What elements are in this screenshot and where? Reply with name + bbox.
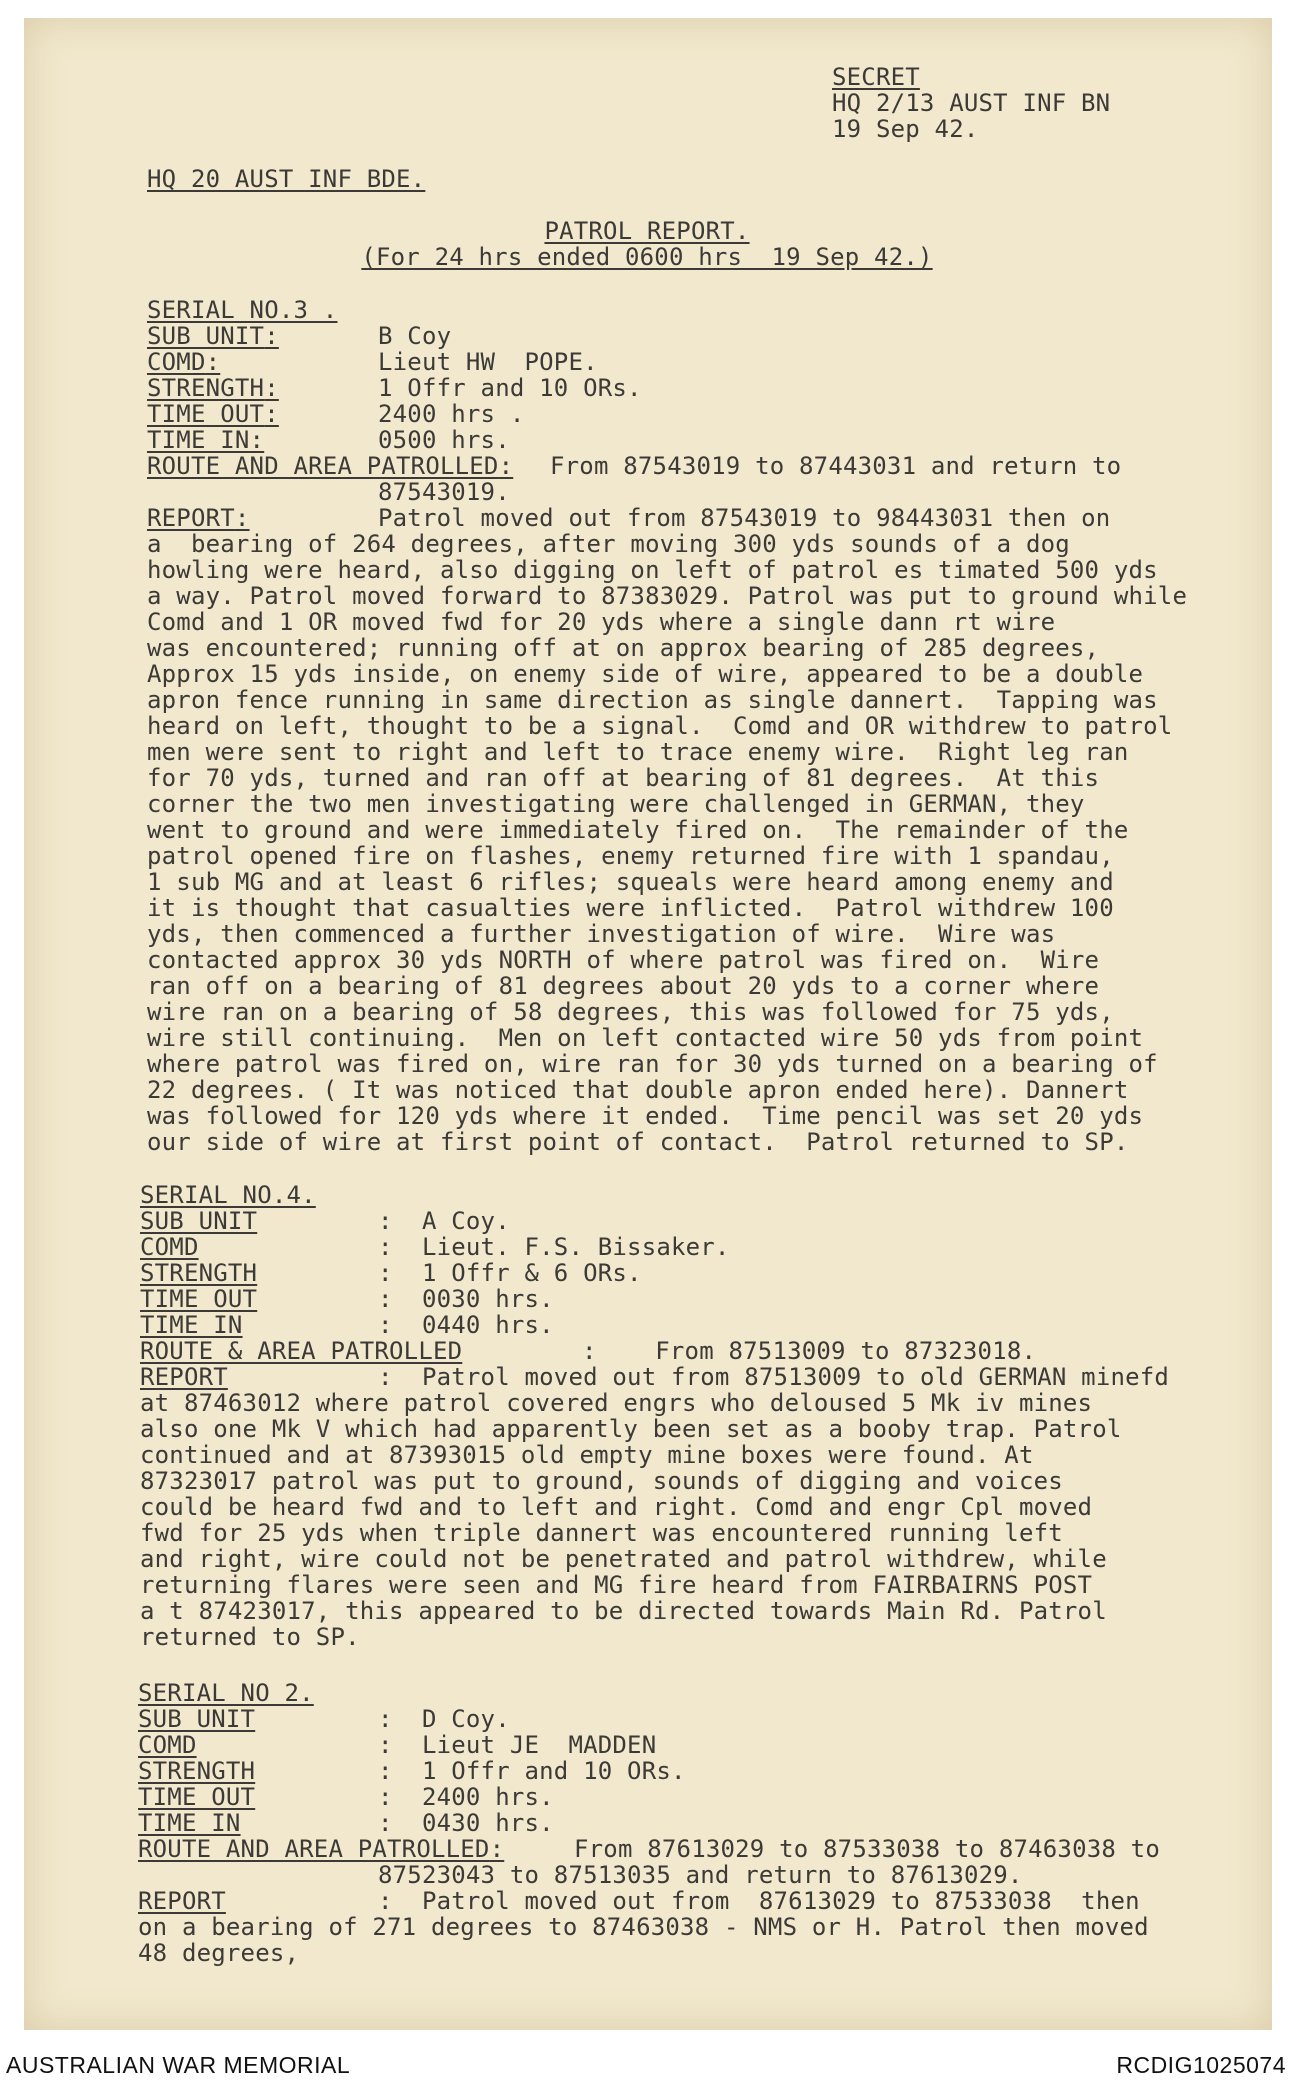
report-line: 48 degrees, — [138, 1939, 300, 1967]
report-line: Approx 15 yds inside, on enemy side of wire, appeared to be a double — [147, 660, 1144, 688]
value-sub-unit: : A Coy. — [378, 1207, 510, 1235]
label-comd: COMD — [140, 1233, 199, 1261]
label-time-in: TIME IN — [138, 1809, 241, 1837]
serial-number: SERIAL NO.4. — [140, 1181, 316, 1209]
report-line: it is thought that casualties were inflicted. Patrol withdrew 100 — [147, 894, 1114, 922]
report-line: 22 degrees. ( It was noticed that double apron ended here). Dannert — [147, 1076, 1129, 1104]
report-line: our side of wire at first point of contact. Patrol returned to SP. — [147, 1128, 1129, 1156]
label-route: ROUTE AND AREA PATROLLED: — [147, 452, 514, 480]
label-sub-unit: SUB UNIT: — [147, 322, 279, 350]
report-line: contacted approx 30 yds NORTH of where patrol was fired on. Wire — [147, 946, 1100, 974]
label-time-in: TIME IN: — [147, 426, 265, 454]
value-route-continued: 87523043 to 87513035 and return to 87613029. — [378, 1861, 1023, 1889]
report-line: returning flares were seen and MG fire heard from FAIRBAIRNS POST — [140, 1571, 1093, 1599]
label-strength: STRENGTH: — [147, 374, 279, 402]
report-line: yds, then commenced a further investigation of wire. Wire was — [147, 920, 1056, 948]
label-route: ROUTE AND AREA PATROLLED: — [138, 1835, 505, 1863]
value-strength: : 1 Offr and 10 ORs. — [378, 1757, 686, 1785]
report-line: Patrol moved out from 87543019 to 98443031 then on — [378, 504, 1111, 532]
value-time-out: : 2400 hrs. — [378, 1783, 554, 1811]
value-route: : From 87513009 to 87323018. — [582, 1337, 1037, 1365]
report-line: wire still continuing. Men on left contacted wire 50 yds from point — [147, 1024, 1144, 1052]
report-line: ran off on a bearing of 81 degrees about 20 yds to a corner where — [147, 972, 1100, 1000]
report-line: apron fence running in same direction as single dannert. Tapping was — [147, 686, 1158, 714]
label-time-out: TIME OUT — [140, 1285, 258, 1313]
report-line: men were sent to right and left to trace enemy wire. Right leg ran — [147, 738, 1129, 766]
label-sub-unit: SUB UNIT — [138, 1705, 256, 1733]
value-route: From 87543019 to 87443031 and return to — [550, 452, 1122, 480]
report-line: returned to SP. — [140, 1623, 360, 1651]
report-line: wire ran on a bearing of 58 degrees, this was followed for 75 yds, — [147, 998, 1114, 1026]
value-route-continued: 87543019. — [378, 478, 510, 506]
label-route: ROUTE & AREA PATROLLED — [140, 1337, 463, 1365]
report-line: was followed for 120 yds where it ended. Time pencil was set 20 yds — [147, 1102, 1144, 1130]
label-report: REPORT — [140, 1363, 228, 1391]
value-comd: : Lieut. F.S. Bissaker. — [378, 1233, 730, 1261]
report-line: 1 sub MG and at least 6 rifles; squeals were heard among enemy and — [147, 868, 1114, 896]
value-time-in: 0500 hrs. — [378, 426, 510, 454]
serial-number: SERIAL NO.3 . — [147, 296, 338, 324]
value-strength: 1 Offr and 10 ORs. — [378, 374, 642, 402]
label-time-in: TIME IN — [140, 1311, 243, 1339]
report-line: continued and at 87393015 old empty mine boxes were found. At — [140, 1441, 1034, 1469]
value-comd: Lieut HW POPE. — [378, 348, 598, 376]
report-line: could be heard fwd and to left and right. Comd and engr Cpl moved — [140, 1493, 1093, 1521]
label-report: REPORT: — [147, 504, 250, 532]
report-line: and right, wire could not be penetrated and patrol withdrew, while — [140, 1545, 1107, 1573]
archive-caption: AUSTRALIAN WAR MEMORIAL — [6, 2052, 351, 2078]
report-line: : Patrol moved out from 87613029 to 87533038 then — [378, 1887, 1140, 1915]
report-line: corner the two men investigating were challenged in GERMAN, they — [147, 790, 1085, 818]
report-line: Comd and 1 OR moved fwd for 20 yds where a single dann rt wire — [147, 608, 1056, 636]
label-time-out: TIME OUT — [138, 1783, 256, 1811]
report-line: fwd for 25 yds when triple dannert was encountered running left — [140, 1519, 1063, 1547]
value-comd: : Lieut JE MADDEN — [378, 1731, 657, 1759]
report-line: 87323017 patrol was put to ground, sounds of digging and voices — [140, 1467, 1063, 1495]
header-date: 19 Sep 42. — [832, 115, 979, 143]
label-time-out: TIME OUT: — [147, 400, 279, 428]
value-sub-unit: : D Coy. — [378, 1705, 510, 1733]
value-time-out: : 0030 hrs. — [378, 1285, 554, 1313]
report-line: heard on left, thought to be a signal. Comd and OR withdrew to patrol — [147, 712, 1173, 740]
label-comd: COMD — [138, 1731, 197, 1759]
report-title: PATROL REPORT. — [544, 217, 750, 245]
value-time-out: 2400 hrs . — [378, 400, 525, 428]
value-time-in: : 0440 hrs. — [378, 1311, 554, 1339]
report-subtitle: (For 24 hrs ended 0600 hrs 19 Sep 42.) — [361, 243, 933, 271]
report-line: at 87463012 where patrol covered engrs who deloused 5 Mk iv mines — [140, 1389, 1093, 1417]
report-line: where patrol was fired on, wire ran for 30 yds turned on a bearing of — [147, 1050, 1158, 1078]
value-route: From 87613029 to 87533038 to 87463038 to — [574, 1835, 1160, 1863]
value-sub-unit: B Coy — [378, 322, 452, 350]
report-line: howling were heard, also digging on left of patrol es timated 500 yds — [147, 556, 1158, 584]
serial-number: SERIAL NO 2. — [138, 1679, 314, 1707]
label-strength: STRENGTH — [140, 1259, 258, 1287]
archive-id: RCDIG1025074 — [1116, 2052, 1286, 2078]
report-line: patrol opened fire on flashes, enemy returned fire with 1 spandau, — [147, 842, 1114, 870]
label-sub-unit: SUB UNIT — [140, 1207, 258, 1235]
classification-marking: SECRET — [832, 63, 920, 91]
report-line: a t 87423017, this appeared to be directed towards Main Rd. Patrol — [140, 1597, 1107, 1625]
value-time-in: : 0430 hrs. — [378, 1809, 554, 1837]
report-line: for 70 yds, turned and ran off at bearing of 81 degrees. At this — [147, 764, 1100, 792]
report-line: was encountered; running off at on approx bearing of 285 degrees, — [147, 634, 1100, 662]
header-unit: HQ 2/13 AUST INF BN — [832, 89, 1111, 117]
report-line: on a bearing of 271 degrees to 87463038 - NMS or H. Patrol then moved — [138, 1913, 1149, 1941]
report-line: a way. Patrol moved forward to 87383029. Patrol was put to ground while — [147, 582, 1188, 610]
report-line: also one Mk V which had apparently been set as a booby trap. Patrol — [140, 1415, 1122, 1443]
report-line: : Patrol moved out from 87513009 to old GERMAN minefd — [378, 1363, 1170, 1391]
addressee: HQ 20 AUST INF BDE. — [147, 165, 426, 193]
label-report: REPORT — [138, 1887, 226, 1915]
label-strength: STRENGTH — [138, 1757, 256, 1785]
value-strength: : 1 Offr & 6 ORs. — [378, 1259, 642, 1287]
report-line: a bearing of 264 degrees, after moving 300 yds sounds of a dog — [147, 530, 1070, 558]
label-comd: COMD: — [147, 348, 221, 376]
report-line: went to ground and were immediately fired on. The remainder of the — [147, 816, 1129, 844]
